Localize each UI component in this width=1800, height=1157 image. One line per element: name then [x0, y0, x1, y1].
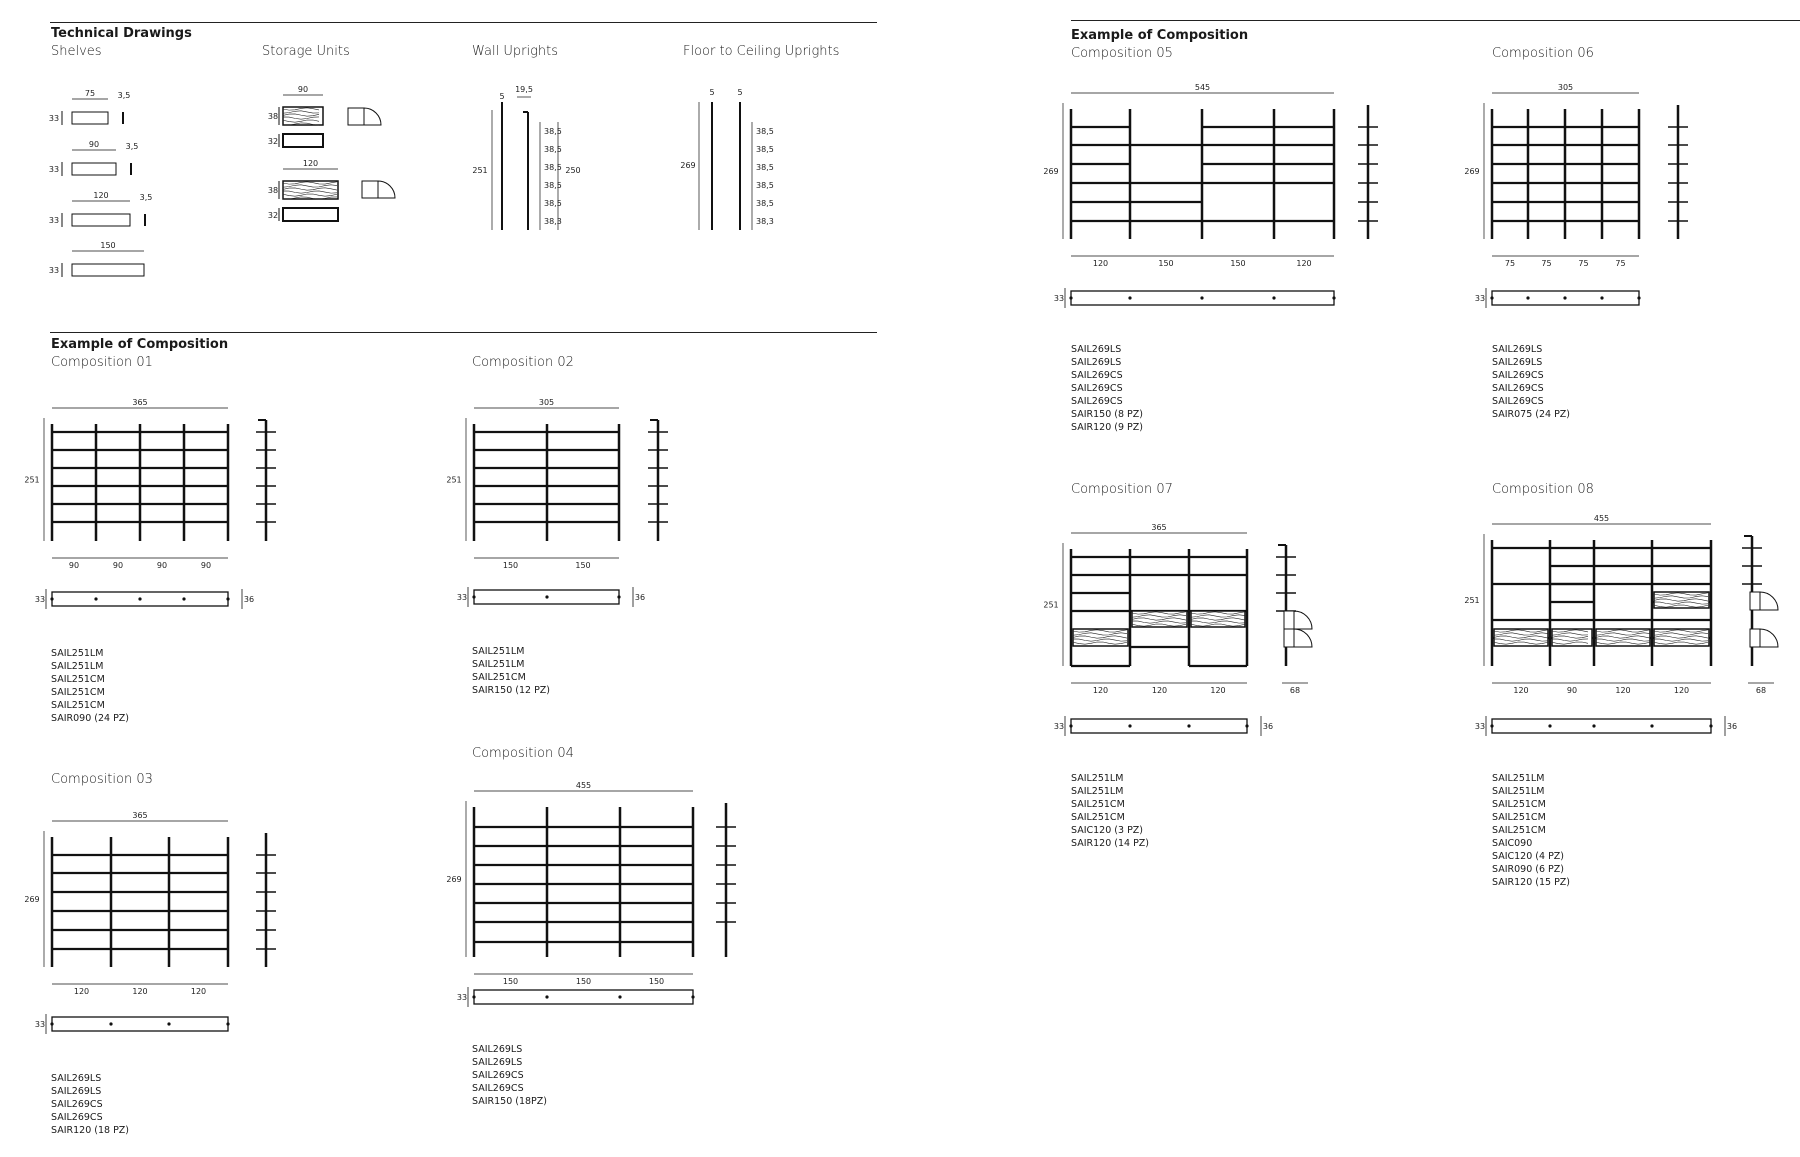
dimension-label: 455: [1593, 514, 1610, 523]
dimension-label: 38,5: [756, 199, 774, 208]
dimension-label: 250: [565, 166, 581, 175]
door-swing: [378, 181, 395, 198]
dimension-label: 120: [1296, 259, 1312, 268]
plan-joint: [1709, 724, 1712, 727]
code-item: SAIL251CM: [51, 700, 105, 711]
plan-joint: [1548, 724, 1551, 727]
plan-joint: [1069, 296, 1072, 299]
storage-plan: [283, 208, 338, 221]
dimension-label: 38: [267, 112, 279, 121]
plan-joint: [226, 597, 229, 600]
code-item: SAIR120 (14 PZ): [1071, 838, 1150, 849]
composition-title: Composition 03: [51, 772, 153, 787]
plan-joint: [1592, 724, 1595, 727]
plan-joint: [1245, 724, 1248, 727]
dimension-label: 38,5: [544, 181, 562, 190]
plan-view: [52, 1017, 228, 1031]
composition-title: Composition 07: [1071, 482, 1173, 497]
dimension-label: 120: [73, 987, 90, 996]
dimension-label: 38,5: [756, 127, 774, 136]
dimension-label: 455: [575, 781, 592, 790]
code-item: SAIL251CM: [472, 672, 526, 683]
dimension-label: 251: [446, 475, 462, 485]
code-item: SAIL269CS: [1071, 383, 1123, 394]
dimension-label: 269: [1464, 167, 1480, 176]
code-item: SAIR120 (15 PZ): [1492, 877, 1571, 888]
code-item: SAIL269CS: [1071, 370, 1123, 381]
dimension-label: 269: [446, 875, 462, 884]
plan-joint: [1128, 296, 1131, 299]
dimension-label: 38,5: [544, 199, 562, 208]
plan-joint: [472, 995, 475, 998]
plan-view: [1071, 719, 1247, 733]
code-item: SAIL269CS: [51, 1099, 103, 1110]
side-door: [1750, 592, 1760, 610]
dimension-label: 68: [1289, 686, 1301, 695]
dimension-label: 120: [1513, 686, 1529, 695]
dimension-label: 251: [1464, 596, 1480, 605]
plan-joint: [167, 1022, 170, 1025]
dimension-label: 120: [1615, 686, 1631, 695]
dimension-label: 3,5: [125, 142, 139, 151]
dimension-label: 32: [267, 211, 279, 220]
plan-joint: [1600, 296, 1603, 299]
code-item: SAIL251CM: [1071, 799, 1125, 810]
dimension-label: 251: [24, 475, 40, 485]
plan-view: [474, 990, 693, 1004]
plan-joint: [1069, 724, 1072, 727]
dimension-label: 3,5: [139, 193, 153, 202]
dimension-label: 38,5: [544, 145, 562, 154]
dimension-label: 90: [1566, 686, 1578, 695]
dimension-label: 150: [575, 561, 591, 570]
dimension-label: 150: [502, 561, 519, 570]
dimension-label: 36: [1262, 722, 1274, 731]
code-item: SAIL269LS: [472, 1044, 523, 1055]
composition-title: Composition 05: [1071, 46, 1173, 61]
dimension-label: 365: [1151, 523, 1167, 532]
dimension-label: 305: [538, 398, 555, 407]
dimension-label: 36: [243, 595, 255, 604]
code-item: SAIL251LM: [472, 659, 525, 670]
shelf-plan: [72, 112, 108, 124]
shelf-plan: [72, 214, 130, 226]
composition-title: Composition 04: [472, 746, 574, 761]
plan-joint: [182, 597, 185, 600]
dimension-label: 38,3: [544, 217, 562, 226]
dimension-label: 5: [499, 92, 505, 101]
dimension-label: 120: [1092, 686, 1109, 695]
code-item: SAIL269CS: [1492, 396, 1544, 407]
dimension-label: 120: [190, 987, 207, 996]
dimension-label: 90: [112, 561, 124, 570]
code-item: SAIL251CM: [1492, 799, 1546, 810]
dimension-label: 33: [1053, 294, 1065, 303]
code-item: SAIL269LS: [1492, 357, 1543, 368]
code-item: SAIL269LS: [1492, 344, 1543, 355]
shelf-section: [144, 214, 146, 226]
dimension-label: 36: [634, 593, 646, 602]
dimension-label: 33: [34, 595, 46, 604]
dimension-label: 150: [1230, 259, 1246, 268]
dimension-label: 120: [1673, 686, 1690, 695]
dimension-label: 3,5: [117, 91, 131, 100]
code-item: SAIR075 (24 PZ): [1492, 409, 1571, 420]
code-item: SAIR090 (6 PZ): [1492, 864, 1564, 875]
shelves-title: Shelves: [51, 44, 102, 59]
dimension-label: 5: [737, 88, 743, 97]
dimension-label: 150: [575, 977, 592, 986]
code-item: SAIC090: [1492, 838, 1533, 849]
dimension-label: 150: [502, 977, 519, 986]
plan-joint: [617, 595, 620, 598]
plan-joint: [545, 995, 548, 998]
plan-joint: [1200, 296, 1203, 299]
code-item: SAIC120 (4 PZ): [1492, 851, 1565, 862]
dimension-label: 90: [156, 561, 168, 570]
dimension-label: 36: [1726, 722, 1738, 731]
dimension-label: 150: [648, 977, 665, 986]
dimension-label: 33: [48, 266, 60, 275]
plan-joint: [138, 597, 141, 600]
dimension-label: 120: [1210, 686, 1226, 695]
code-item: SAIL269CS: [51, 1112, 103, 1123]
door-side: [362, 181, 378, 198]
dimension-label: 33: [1474, 294, 1486, 303]
dimension-label: 75: [1578, 259, 1589, 268]
composition-title: Composition 02: [472, 355, 574, 370]
code-item: SAIL269LS: [1071, 344, 1122, 355]
floor-uprights-title: Floor to Ceiling Uprights: [683, 44, 840, 59]
code-item: SAIL251LM: [472, 646, 525, 657]
wall-uprights-title: Wall Uprights: [472, 44, 558, 59]
side-door: [1284, 611, 1294, 629]
dimension-label: 269: [680, 161, 696, 170]
composition-title: Composition 08: [1492, 482, 1594, 497]
dimension-label: 90: [200, 561, 212, 570]
dimension-label: 33: [48, 216, 60, 225]
shelf-section: [122, 112, 124, 124]
dimension-label: 33: [1474, 722, 1486, 731]
dimension-label: 32: [267, 137, 279, 146]
code-item: SAIR150 (12 PZ): [472, 685, 551, 696]
code-item: SAIL269LS: [472, 1057, 523, 1068]
code-item: SAIL251LM: [51, 661, 104, 672]
plan-joint: [1272, 296, 1275, 299]
code-item: SAIL251CM: [1071, 812, 1125, 823]
dimension-label: 90: [68, 561, 80, 570]
plan-joint: [691, 995, 694, 998]
storage-plan: [283, 134, 323, 147]
code-item: SAIR150 (8 PZ): [1071, 409, 1143, 420]
plan-joint: [1650, 724, 1653, 727]
plan-joint: [1526, 296, 1529, 299]
code-item: SAIL269CS: [472, 1070, 524, 1081]
dimension-label: 33: [456, 993, 468, 1002]
code-item: SAIR150 (18PZ): [472, 1096, 547, 1107]
plan-joint: [1187, 724, 1190, 727]
wood-panel: [1132, 611, 1187, 627]
code-item: SAIR090 (24 PZ): [51, 713, 130, 724]
dimension-label: 120: [132, 987, 148, 996]
storage-units-title: Storage Units: [262, 44, 350, 59]
plan-joint: [1490, 724, 1493, 727]
plan-joint: [1490, 296, 1493, 299]
dimension-label: 33: [34, 1020, 46, 1029]
side-door: [1750, 629, 1760, 647]
dimension-label: 33: [48, 165, 60, 174]
plan-joint: [1332, 296, 1335, 299]
code-item: SAIL251LM: [1492, 773, 1545, 784]
code-item: SAIL269CS: [1492, 383, 1544, 394]
dimension-label: 38,3: [756, 217, 774, 226]
side-door-swing: [1294, 611, 1312, 629]
code-item: SAIL269CS: [1071, 396, 1123, 407]
plan-joint: [50, 1022, 53, 1025]
code-item: SAIL269LS: [51, 1086, 102, 1097]
dimension-label: 38,5: [756, 163, 774, 172]
shelf-plan: [72, 264, 144, 276]
composition-heading-left: Example of Composition: [51, 337, 229, 352]
code-item: SAIL251LM: [1492, 786, 1545, 797]
dimension-label: 251: [472, 166, 488, 175]
plan-joint: [545, 595, 548, 598]
dimension-label: 75: [1541, 259, 1552, 268]
door-side: [348, 108, 364, 125]
composition-title: Composition 01: [51, 355, 153, 370]
dimension-label: 269: [24, 895, 40, 904]
code-item: SAIL269LS: [51, 1073, 102, 1084]
wood-panel: [1654, 592, 1709, 608]
side-door-swing: [1760, 629, 1778, 647]
dimension-label: 120: [1092, 259, 1109, 268]
technical-drawings-title: Technical Drawings: [51, 26, 192, 41]
dimension-label: 33: [456, 593, 468, 602]
dimension-label: 120: [93, 191, 109, 200]
plan-joint: [472, 595, 475, 598]
plan-joint: [226, 1022, 229, 1025]
plan-joint: [94, 597, 97, 600]
shelf-plan: [72, 163, 116, 175]
dimension-label: 38,5: [544, 163, 562, 172]
code-item: SAIL251LM: [1071, 773, 1124, 784]
dimension-label: 120: [302, 159, 319, 168]
dimension-label: 305: [1557, 83, 1574, 92]
plan-view: [1492, 719, 1711, 733]
side-door-swing: [1760, 592, 1778, 610]
plan-joint: [1128, 724, 1131, 727]
dimension-label: 90: [88, 140, 100, 149]
dimension-label: 365: [132, 398, 148, 407]
code-item: SAIL251CM: [51, 687, 105, 698]
dimension-label: 33: [1053, 722, 1065, 731]
code-item: SAIL251LM: [51, 648, 104, 659]
dimension-label: 75: [1504, 259, 1516, 268]
dimension-label: 90: [297, 85, 309, 94]
code-item: SAIL251CM: [51, 674, 105, 685]
plan-joint: [1563, 296, 1566, 299]
door-swing: [364, 108, 381, 125]
dimension-label: 38: [267, 186, 279, 195]
dimension-label: 120: [1151, 686, 1168, 695]
dimension-label: 75: [1615, 259, 1626, 268]
dimension-label: 75: [84, 89, 96, 98]
dimension-label: 269: [1043, 167, 1059, 176]
side-door: [1284, 629, 1294, 647]
plan-joint: [1637, 296, 1640, 299]
code-item: SAIC120 (3 PZ): [1071, 825, 1144, 836]
dimension-label: 5: [709, 88, 715, 97]
wood-panel: [1596, 629, 1650, 646]
composition-title: Composition 06: [1492, 46, 1594, 61]
code-item: SAIL269LS: [1071, 357, 1122, 368]
dimension-label: 365: [132, 811, 148, 820]
dimension-label: 251: [1043, 600, 1059, 610]
dimension-label: 150: [100, 241, 116, 250]
code-item: SAIL251CM: [1492, 825, 1546, 836]
dimension-label: 33: [48, 114, 60, 123]
dimension-label: 38,5: [756, 145, 774, 154]
wood-panel: [1494, 629, 1548, 646]
code-item: SAIR120 (9 PZ): [1071, 422, 1143, 433]
dimension-label: 19,5: [515, 85, 533, 94]
plan-joint: [50, 597, 53, 600]
dimension-label: 150: [1158, 259, 1174, 268]
plan-joint: [109, 1022, 112, 1025]
dimension-label: 38,5: [756, 181, 774, 190]
dimension-label: 68: [1755, 686, 1767, 695]
code-item: SAIL269CS: [472, 1083, 524, 1094]
dimension-label: 545: [1194, 83, 1211, 92]
code-item: SAIR120 (18 PZ): [51, 1125, 130, 1136]
code-item: SAIL251LM: [1071, 786, 1124, 797]
shelf-section: [130, 163, 132, 175]
plan-joint: [618, 995, 621, 998]
dimension-label: 38,5: [544, 127, 562, 136]
code-item: SAIL269CS: [1492, 370, 1544, 381]
composition-heading-right: Example of Composition: [1071, 28, 1249, 43]
code-item: SAIL251CM: [1492, 812, 1546, 823]
side-door-swing: [1294, 629, 1312, 647]
